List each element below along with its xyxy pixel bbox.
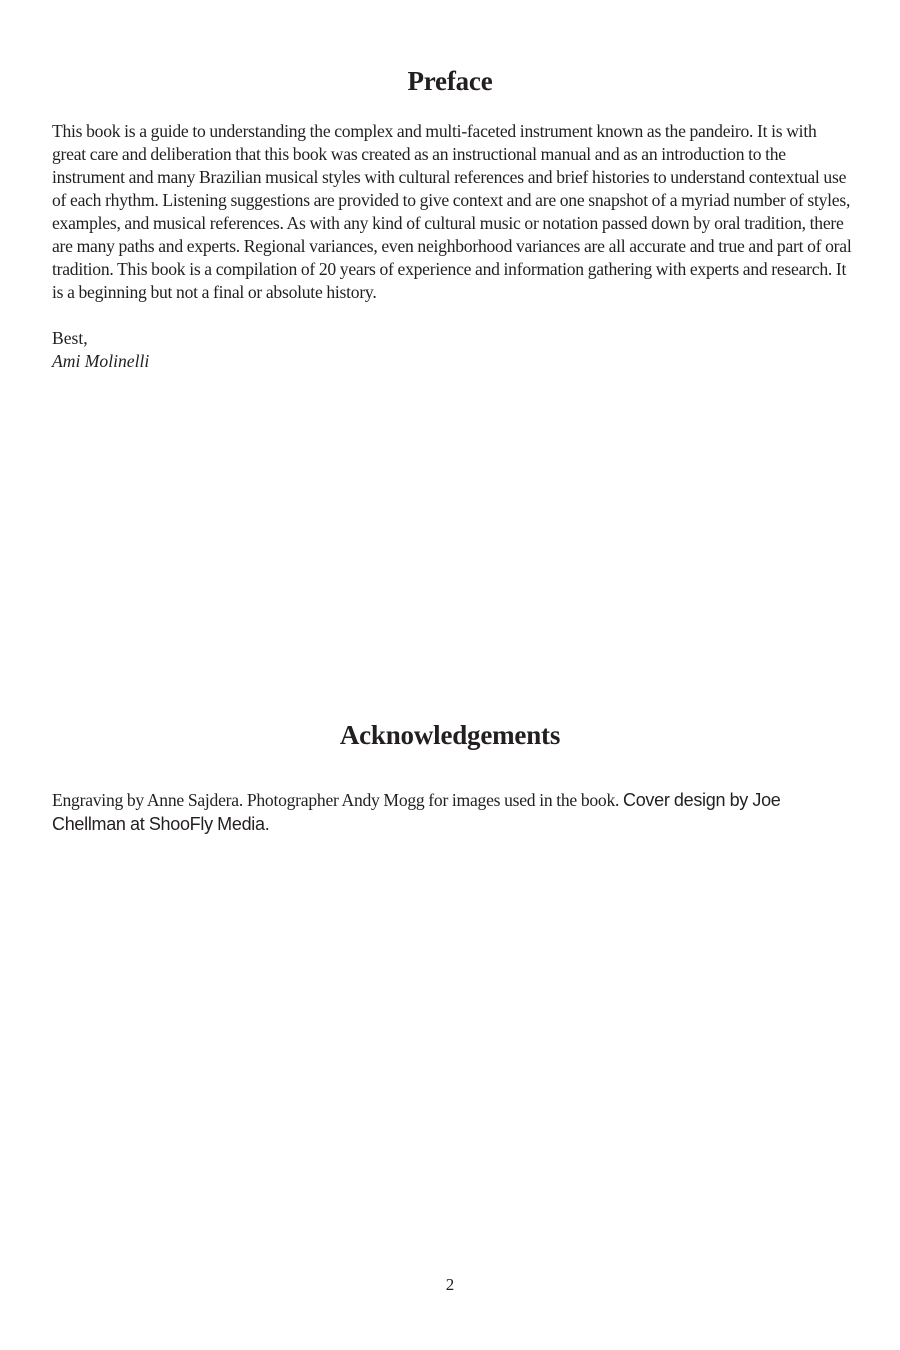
closing-salutation: Best,	[52, 328, 88, 348]
page-number: 2	[445, 1275, 455, 1294]
acknowledgements-credits: Engraving by Anne Sajdera. Photographer Andy Mogg for images used in the book.	[52, 790, 624, 810]
author-signature: Ami Molinelli	[52, 351, 150, 371]
preface-heading: Preface	[407, 66, 493, 96]
preface-closing	[52, 327, 149, 373]
acknowledgements-heading: Acknowledgements	[339, 720, 561, 750]
acknowledgements-cover-credit: Cover design by Joe Chellman at ShooFly Media.	[52, 790, 781, 834]
acknowledgements-paragraph	[52, 788, 852, 836]
preface-paragraph: This book is a guide to understanding the complex and multi-faceted instrument known as the pandeiro. It is with great care and deliberation that this book was created as an instructional manual and as an introduction to the instrument and many Brazilian musical styles with cultural references and brief histories to understand contextual use of each rhythm. Listening suggestions are provided to give context and are one snapshot of a myriad number of styles, examples, and musical references. As with any kind of cultural music or notation passed down by oral tradition, there are many paths and experts. Regional variances, even neighborhood variances are all accurate and true and part of oral tradition. This book is a compilation of 20 years of experience and information gathering with experts and research. It is a beginning but not a final or absolute history.	[52, 121, 852, 302]
